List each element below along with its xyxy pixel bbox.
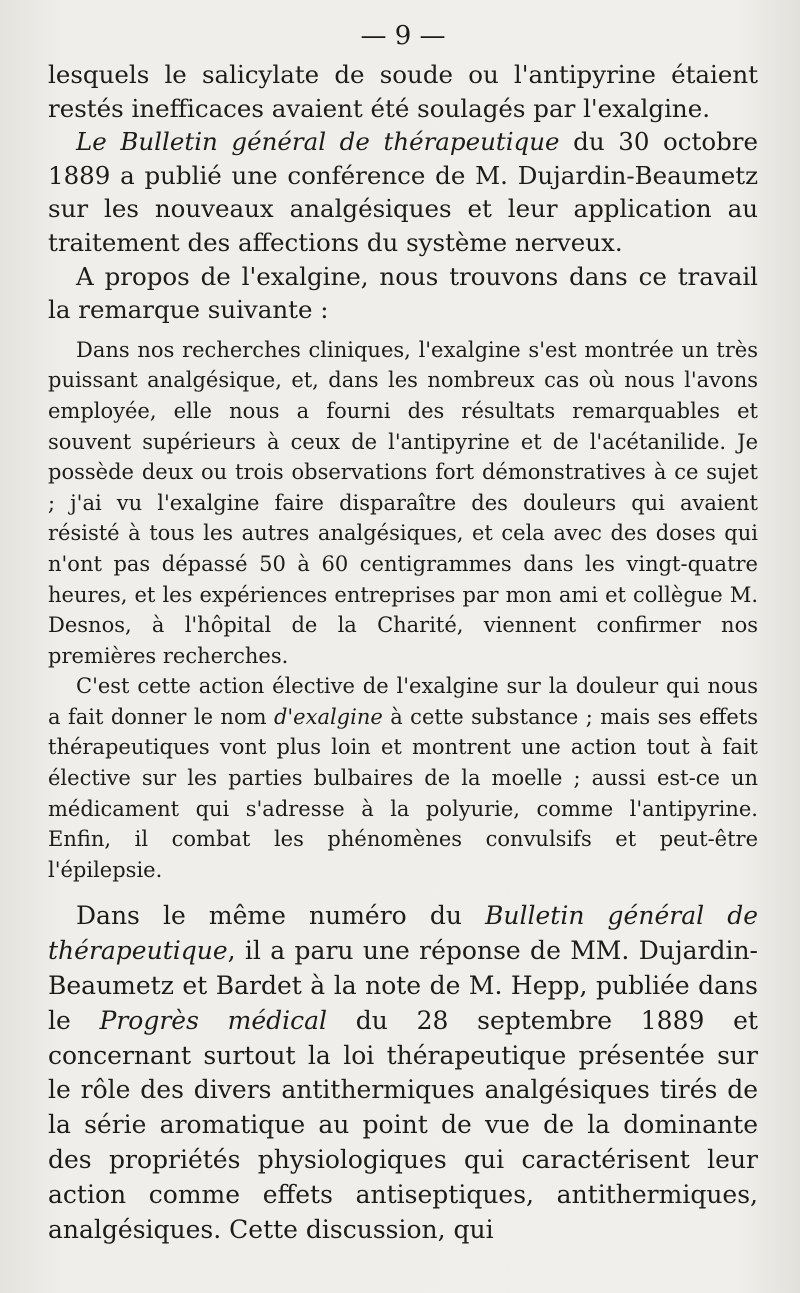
journal-title: Le Bulletin général de thérapeutique <box>76 127 560 157</box>
emphasized-term: d'exalgine <box>273 704 383 729</box>
paragraph-continuation: lesquels le salicylate de soude ou l'antipyrine étaient restés inefficaces avaient été soulagés par l'exalgine. <box>48 60 758 123</box>
quote-paragraph-1: Dans nos recherches cliniques, l'exalgine s'est montrée un très puissant analgésique, et, dans les nombreux cas où nous l'avons employée, elle nous a fourni des résultats remarquables et souvent supérieurs à ceux de l'antipyrine et de l'acétanilide. Je possède deux ou trois observations fort démonstratives à ce sujet ; j'ai vu l'exalgine faire disparaître des douleurs qui avaient résisté à tous les autres analgésiques, et cela avec des doses qui n'ont pas dépassé 50 à 60 centigrammes dans les vingt-quatre heures, et les expériences entreprises par mon ami et collègue M. Desnos, à l'hôpital de la Charité, viennent confirmer nos premières recherches. <box>48 337 758 668</box>
quote-text: à cette substance ; mais ses effets thérapeutiques vont plus loin et montrent une action tout à fait élective sur les parties bulbaires de la moelle ; aussi est-ce un médicament qui s'adresse à la polyurie, comme l'antipyrine. Enfin, il combat les phénomènes convulsifs et peut-être l'épilepsie. <box>48 704 758 882</box>
paragraph-text: Dans le même numéro du <box>76 901 486 931</box>
paragraph-text: du 30 octobre 1889 a publié une conférence de M. Dujardin-Beaumetz sur les nouveaux analgésiques et leur application au traitement des affections du système nerveux. <box>48 127 758 257</box>
paragraph-text: du 28 septembre 1889 et concernant surtout la loi thérapeutique présentée sur le rôle des divers antithermiques analgésiques tirés de la série aromatique au point de vue de la dominante des propriétés physiologiques qui caractérisent leur action comme effets antiseptiques, antithermiques, analgésiques. Cette discussion, qui <box>48 1005 758 1244</box>
journal-title: Bulletin général de thérapeutique <box>48 901 758 966</box>
paragraph-text: , il a paru une réponse de MM. Dujardin-Beaumetz et Bardet à la note de M. Hepp, publiée dans le <box>48 936 758 1035</box>
paragraph-bulletin-conference <box>48 125 758 259</box>
quotation-block <box>48 335 758 886</box>
page-number: — 9 — <box>360 21 446 51</box>
quote-text: C'est cette action élective de l'exalgine sur la douleur qui nous a fait donner le nom <box>48 674 758 729</box>
paragraph-exalgine-intro: A propos de l'exalgine, nous trouvons dans ce travail la remarque suivante : <box>48 261 758 325</box>
paragraph-response <box>48 899 758 1247</box>
journal-title: Progrès médical <box>99 1005 328 1035</box>
final-section <box>48 899 758 1247</box>
quote-paragraph-2 <box>48 671 758 885</box>
